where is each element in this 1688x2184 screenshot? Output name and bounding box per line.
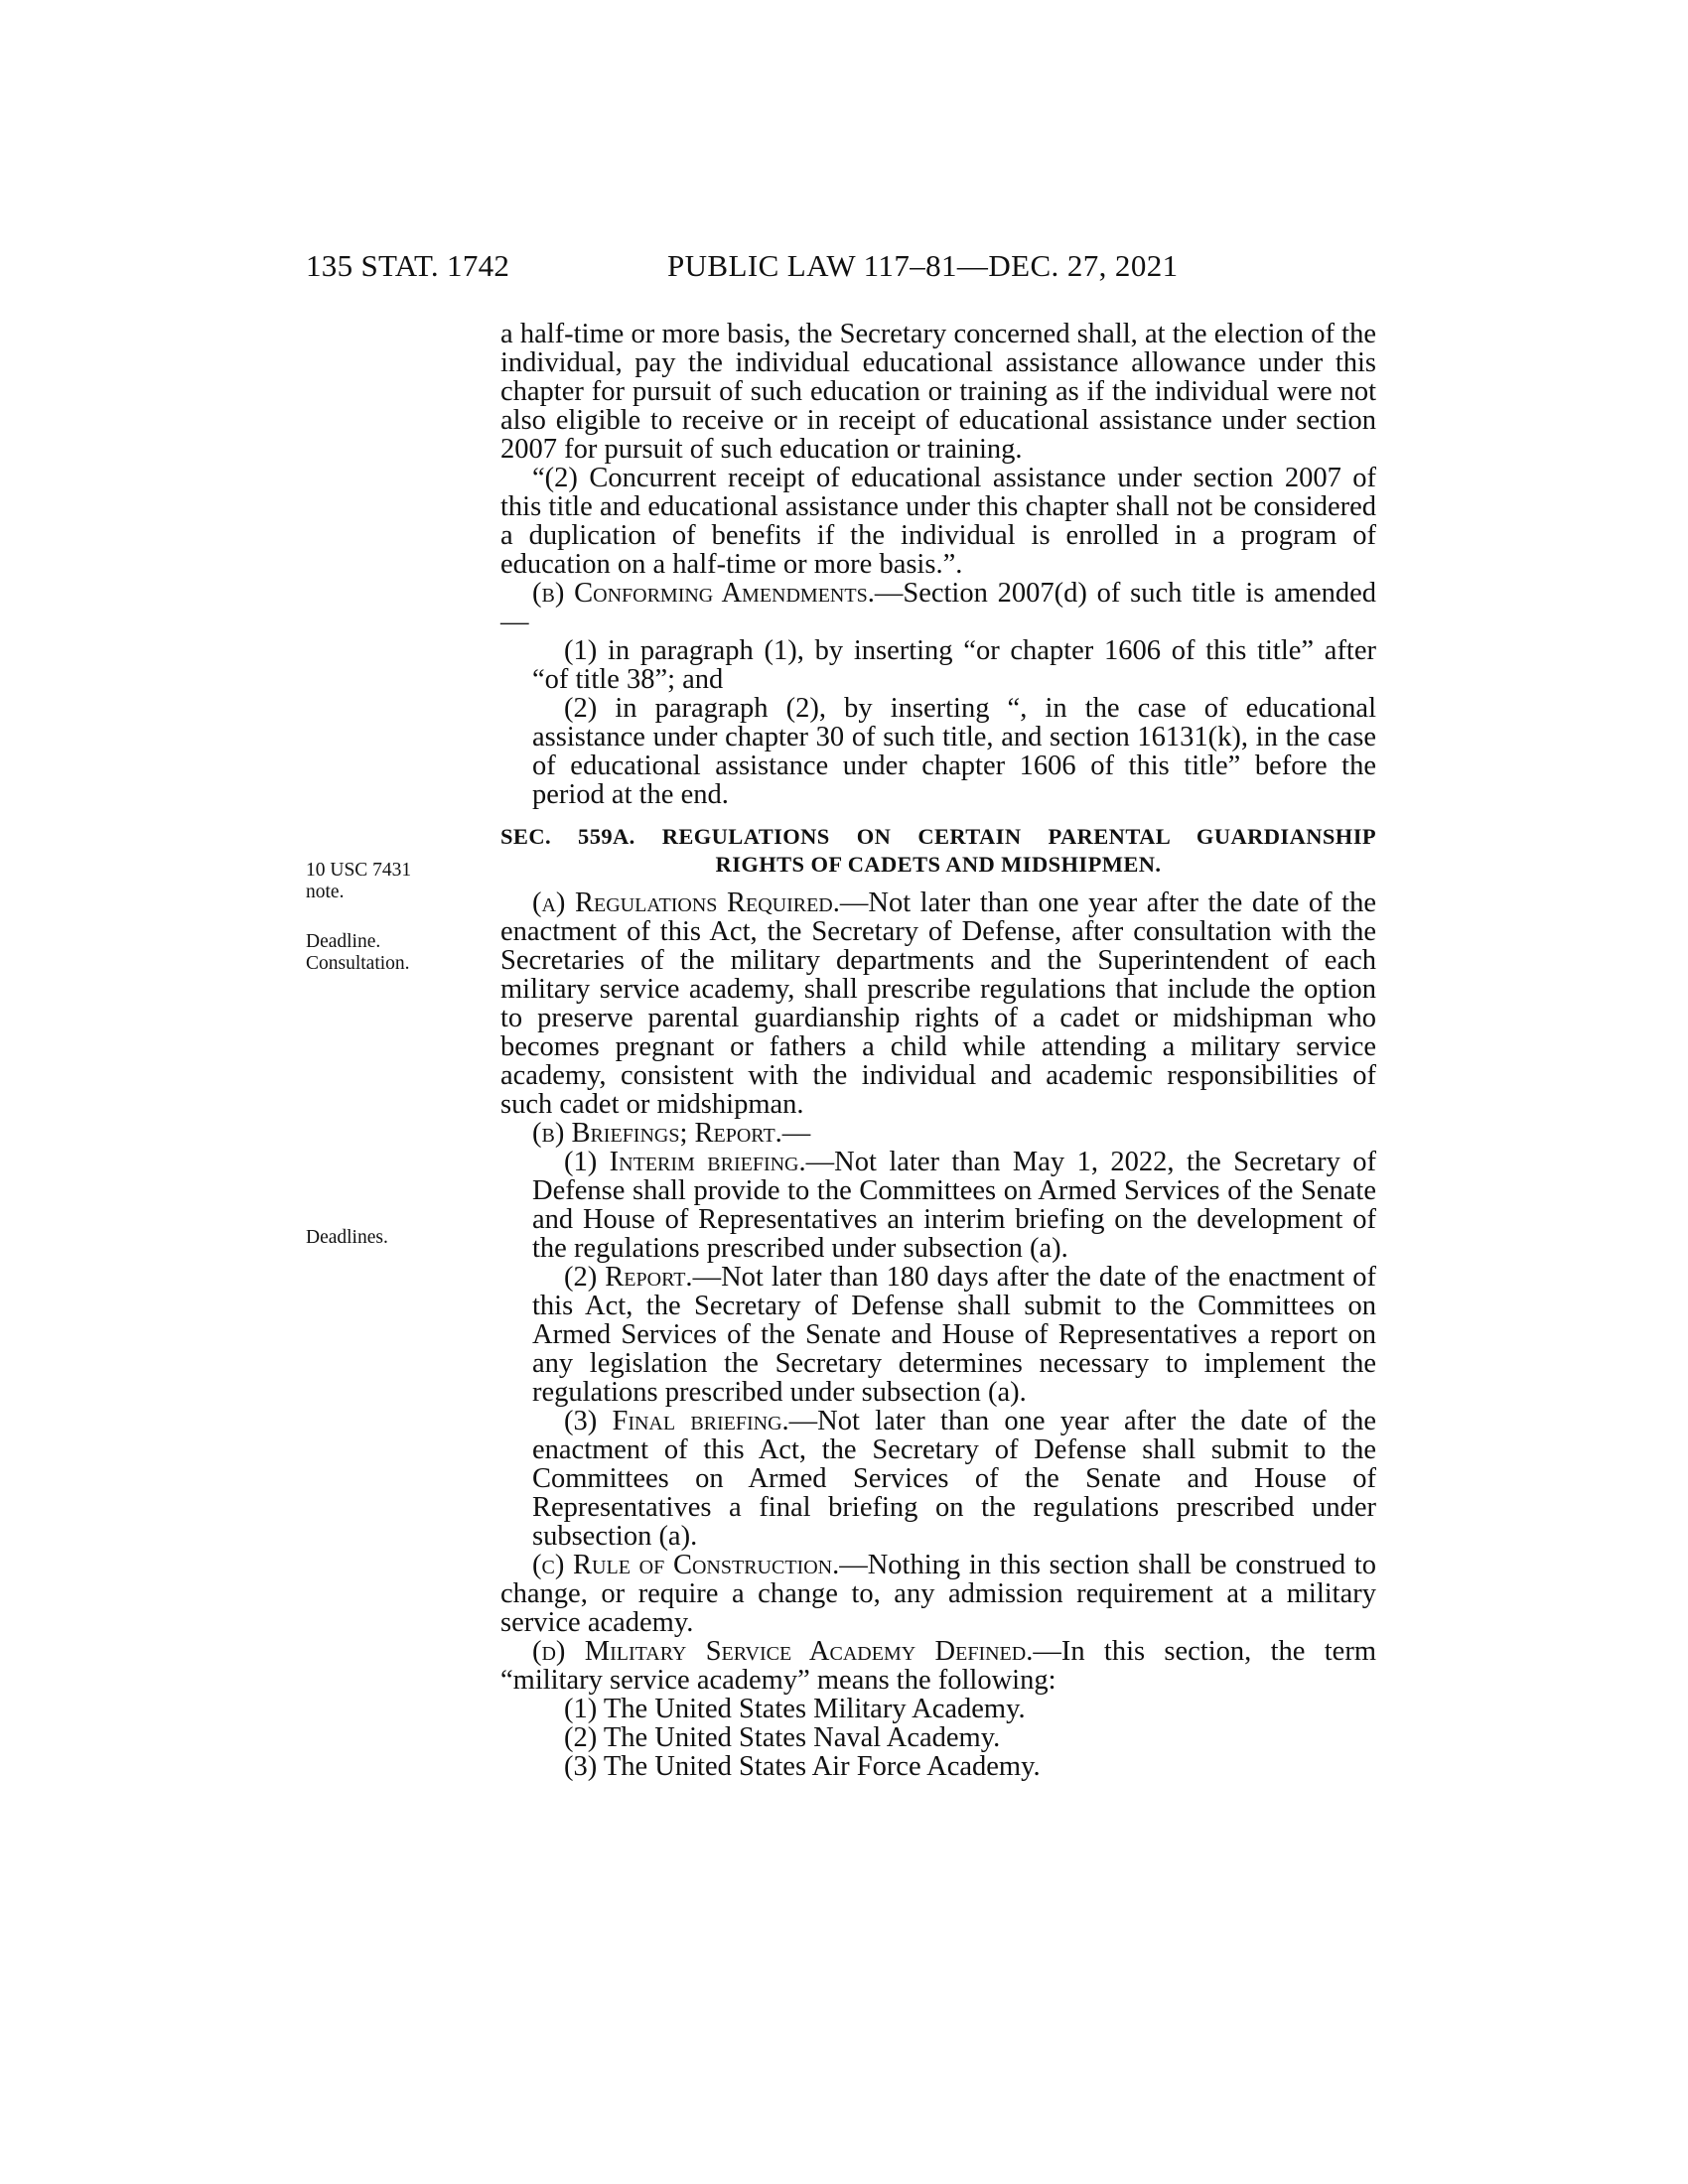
margin-note-deadline [306, 931, 410, 975]
report-text: —Not later than 180 days after the date of the enactment of this Act, the Secretary of Defense shall submit to the Committees on Armed Services of the Senate and House of Representatives a report on any legislation the Secretary determines necessary to implement the regulations prescribed under subsection (a). [532, 1262, 1376, 1408]
section-heading [500, 823, 1376, 879]
margin-note-deadlines: Deadlines. [306, 1227, 388, 1248]
final-briefing-label: (3) Final briefing. [564, 1406, 789, 1436]
paragraph-final-briefing [532, 1407, 1376, 1551]
subsection-c-rule [500, 1551, 1376, 1637]
margin-note-usc-line2: note. [306, 882, 345, 902]
academy-item-air-force: (3) The United States Air Force Academy. [564, 1751, 1041, 1782]
academy-item-naval: (2) The United States Naval Academy. [564, 1722, 1001, 1753]
subsection-bb-label: (b) Briefings; Report. [532, 1118, 782, 1149]
public-law-title: PUBLIC LAW 117–81—DEC. 27, 2021 [667, 248, 1179, 283]
section-gap [500, 809, 1376, 823]
subsection-a-text: —Not later than one year after the date of the enactment of this Act, the Secretary of Defense, after consultation with the Secretaries of the military departments and the Superintendent of each military service academy, shall prescribe regulations that include the option to preserve parental guardianship rights of a cadet or midshipman who becomes pregnant or fathers a child while attending a military service academy, consistent with the individual and academic responsibilities of such cadet or midshipman. [500, 887, 1376, 1120]
margin-note-usc-line1: 10 USC 7431 [306, 860, 412, 881]
subsection-d-label: (d) Military Service Academy Defined. [532, 1636, 1034, 1667]
subsection-d-text: —In this section, the term “military service academy” means the following: [500, 1636, 1376, 1696]
statute-page-number: 135 STAT. 1742 [306, 248, 510, 283]
margin-note-usc [306, 860, 411, 903]
interim-briefing-text: —Not later than May 1, 2022, the Secretary of Defense shall provide to the Committees on Armed Services of the Senate and House of Representatives an interim briefing on the development of the regulations prescribed under subsection (a). [532, 1147, 1377, 1264]
paragraph-concurrent-receipt: “(2) Concurrent receipt of educational assistance under section 2007 of this title and educational assistance under this chapter shall not be considered a duplication of benefits if the individual is enrolled in a program of education on a half-time or more basis.”. [500, 463, 1376, 580]
margin-note-deadline-line1: Deadline. [306, 931, 381, 952]
margin-note-deadline-line2: Consultation. [306, 953, 410, 974]
subsection-a-label: (a) Regulations Required. [532, 887, 840, 918]
section-heading-line2: RIGHTS OF CADETS AND MIDSHIPMEN. [715, 852, 1162, 877]
subsection-bb-text: — [781, 1118, 811, 1149]
paragraph-report [532, 1263, 1376, 1407]
paragraph-interim-briefing [532, 1148, 1376, 1263]
subsection-b-briefings [500, 1119, 1376, 1148]
section-heading-line1: SEC. 559A. REGULATIONS ON CERTAIN PARENTAL GUARDIANSHIP [500, 824, 1376, 849]
interim-briefing-label: (1) Interim briefing. [564, 1147, 806, 1177]
academy-item-military: (1) The United States Military Academy. [564, 1694, 1026, 1724]
subsection-b-label: (b) Conforming Amendments. [532, 578, 875, 609]
subsection-a-regulations [500, 888, 1376, 1119]
subsection-b-text: —Section 2007(d) of such title is amended— [500, 578, 1376, 637]
subsection-c-label: (c) Rule of Construction. [532, 1550, 840, 1580]
paragraph-continued: a half-time or more basis, the Secretary concerned shall, at the election of the individual, pay the individual educational assistance allowance under this chapter for pursuit of such education or training as if the individual were not also eligible to receive or in receipt of educational assistance under section 2007 for pursuit of such education or training. [500, 319, 1376, 465]
final-briefing-text: —Not later than one year after the date of the enactment of this Act, the Secretary of Defense shall submit to the Committees on Armed Services of the Senate and House of Representatives a final briefing on the regulations prescribed under subsection (a). [532, 1406, 1376, 1552]
paragraph-b2: (2) in paragraph (2), by inserting “, in the case of educational assistance under chapter 30 of such title, and section 16131(k), in the case of educational assistance under chapter 1606 of this title” before the period at the end. [532, 693, 1376, 810]
page-header [306, 248, 1378, 294]
document-body [500, 320, 1376, 1781]
paragraph-b1: (1) in paragraph (1), by inserting “or chapter 1606 of this title” after “of title 38”; and [532, 635, 1376, 695]
subsection-b-conforming [500, 579, 1376, 636]
subsection-d-defined [500, 1637, 1376, 1695]
subsection-c-text: —Nothing in this section shall be construed to change, or require a change to, any admission requirement at a military service academy. [500, 1550, 1377, 1638]
report-label: (2) Report. [564, 1262, 693, 1293]
